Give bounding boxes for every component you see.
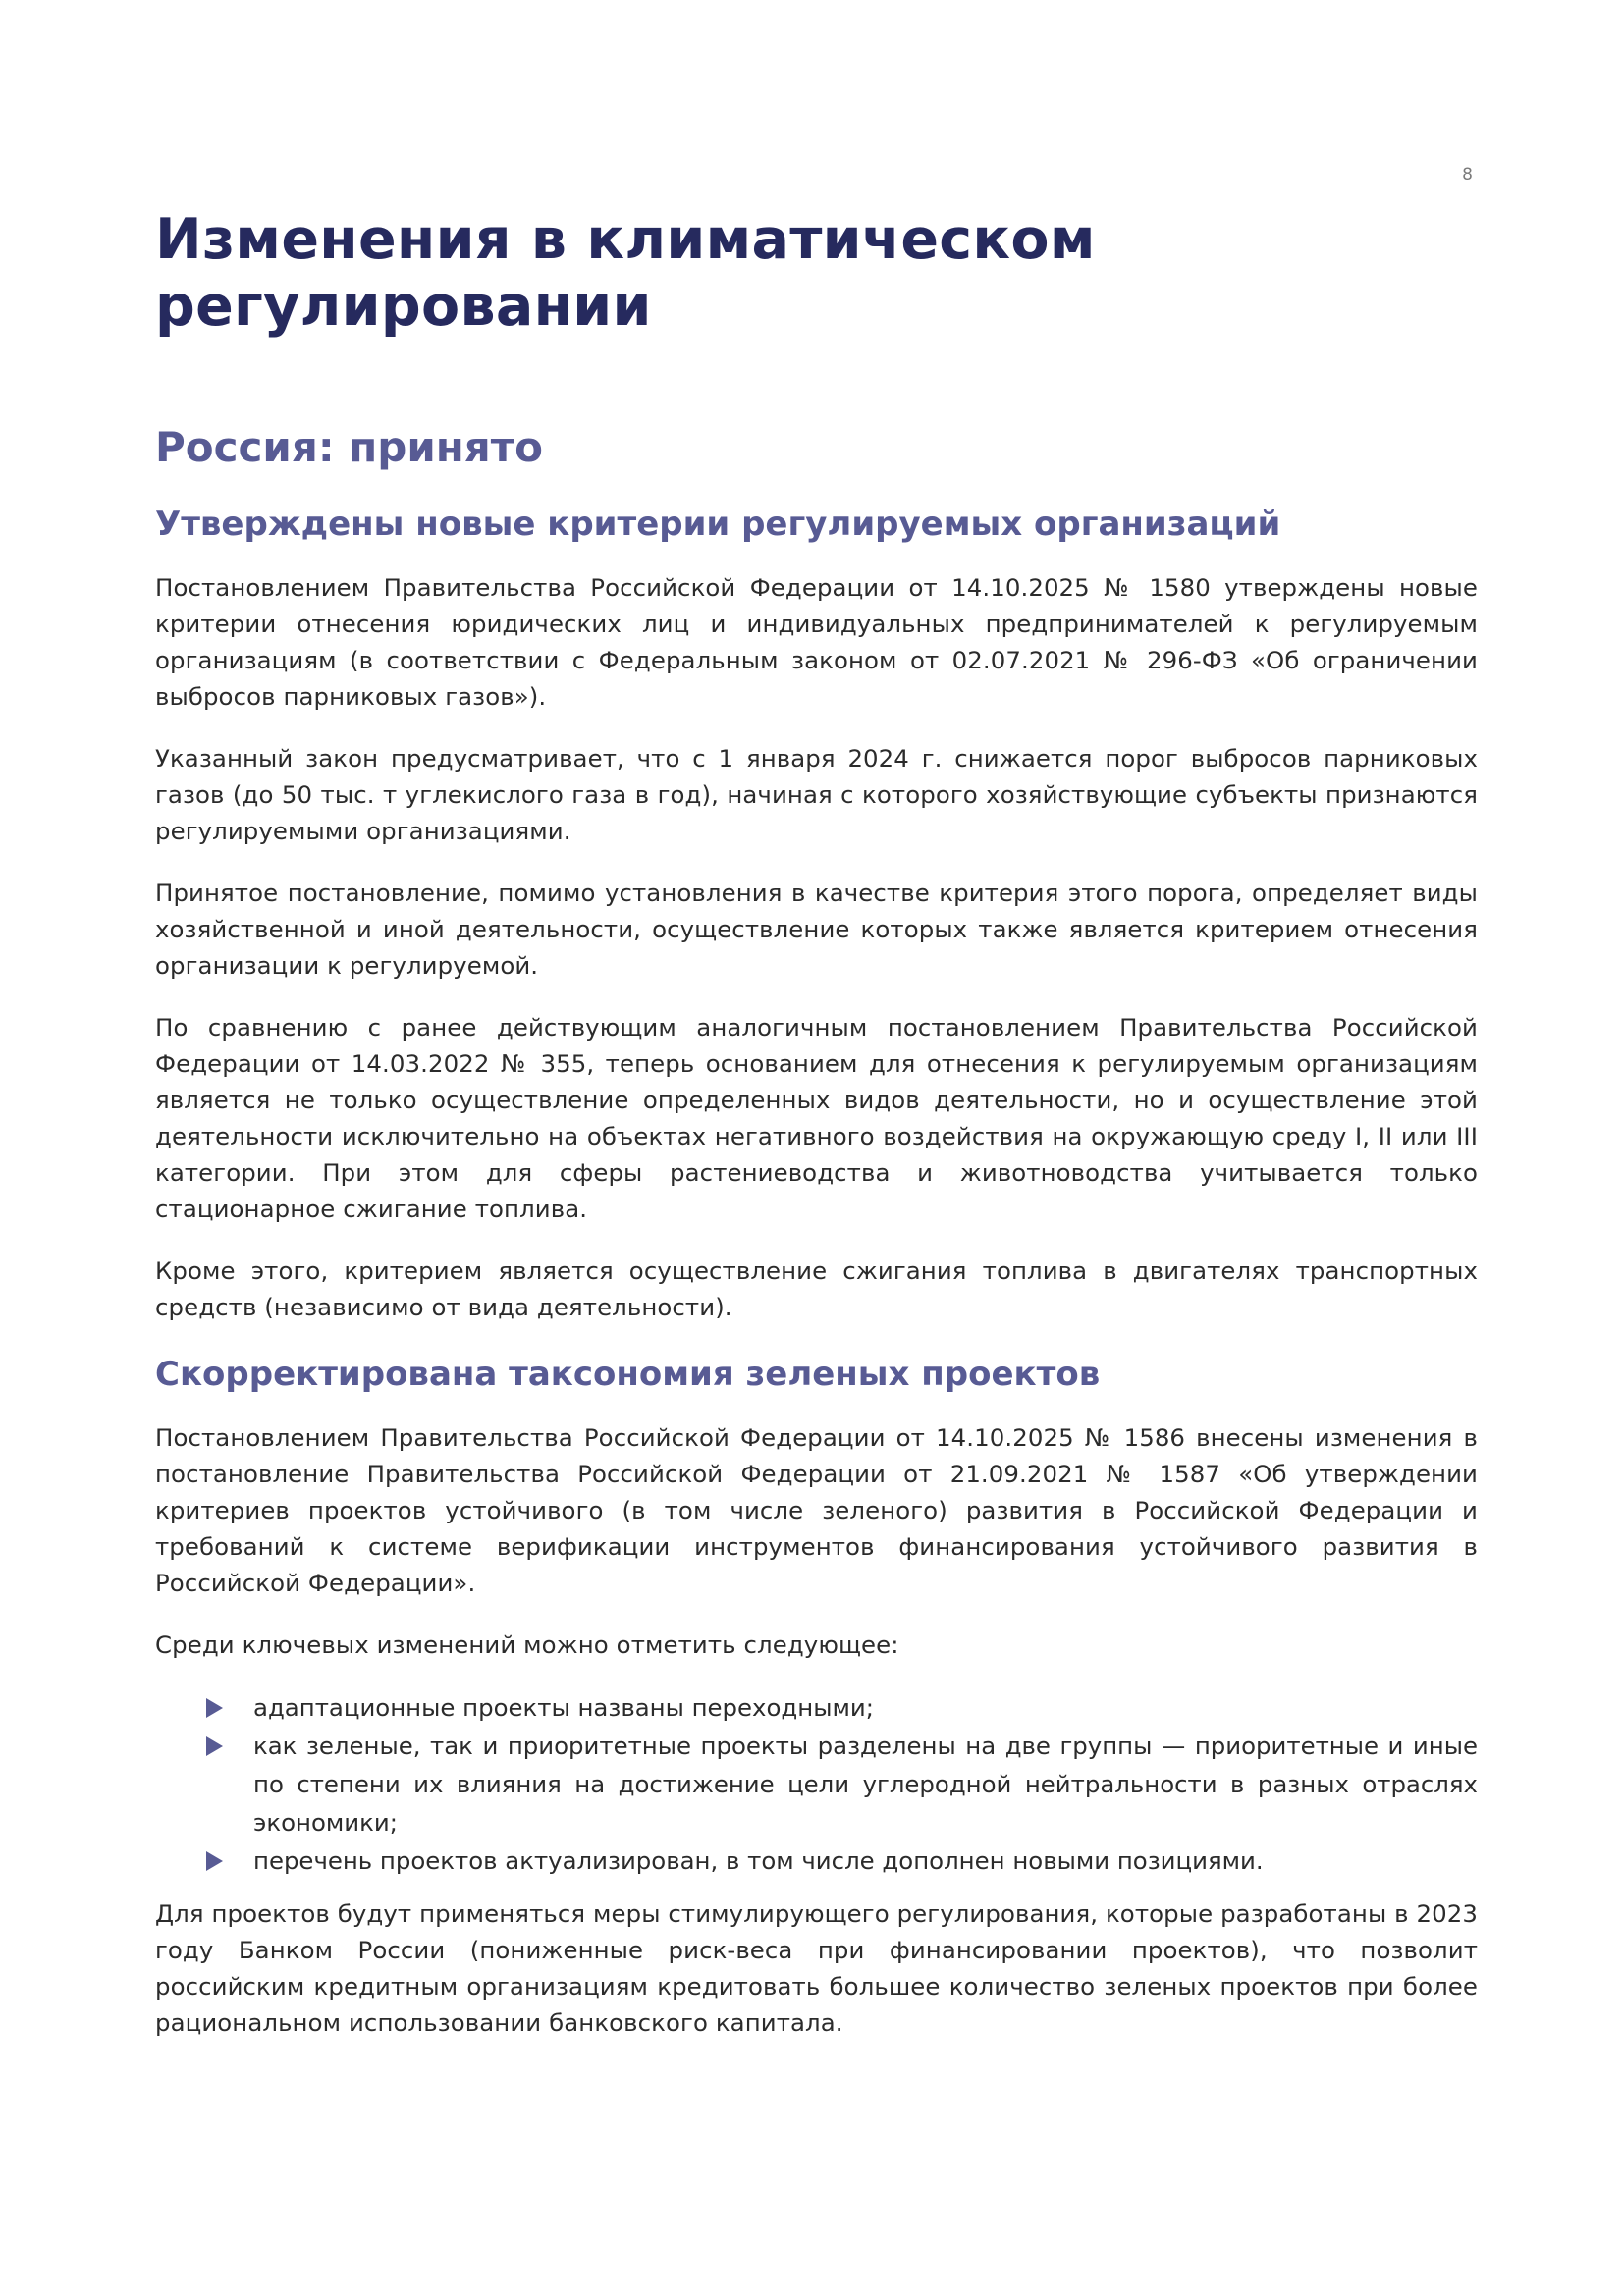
page-number: 8 xyxy=(1462,165,1473,185)
paragraph: Постановлением Правительства Российской Федерации от 14.10.2025 № 1580 утверждены новые критерии отнесения юридических лиц и индивидуальных предпринимателей к регулируемым организациям (в соответствии с Федеральным законом от 02.07.2021 № 296-ФЗ «Об ограничении выбросов парниковых газов»). xyxy=(155,573,1478,711)
triangle-bullet-icon xyxy=(206,1698,223,1718)
paragraph: По сравнению с ранее действующим аналогичным постановлением Правительства Российской Федерации от 14.03.2022 № 355, теперь основанием для отнесения к регулируемым организациям является не только осуществление определенных видов деятельности, но и осуществление этой деятельности исключительно на объектах негативного воздействия на окружающую среду I, II или III категории. При этом для сферы растениеводства и животноводства учитывается только стационарное сжигание топлива. xyxy=(155,1013,1478,1223)
paragraph: Указанный закон предусматривает, что с 1 января 2024 г. снижается порог выбросов парниковых газов (до 50 тыс. т углекислого газа в год), начиная с которого хозяйствующие субъекты признаются регулируемыми организациями. xyxy=(155,744,1478,845)
bullet-list xyxy=(155,1688,1478,1880)
paragraph: Для проектов будут применяться меры стимулирующего регулирования, которые разработаны в 2023 году Банком России (пониженные риск-веса при финансировании проектов), что позволит российским кредитным организациям кредитовать большее количество зеленых проектов при более рациональном использовании банковского капитала. xyxy=(155,1899,1478,2037)
triangle-bullet-icon xyxy=(206,1736,223,1756)
document-body xyxy=(155,206,1478,2041)
subsection-heading-criteria: Утверждены новые критерии регулируемых организаций xyxy=(155,505,1281,544)
paragraph: Принятое постановление, помимо установления в качестве критерия этого порога, определяет виды хозяйственной и иной деятельности, осуществление которых также является критерием отнесения организации к регулируемой. xyxy=(155,879,1478,980)
list-item-text: перечень проектов актуализирован, в том числе дополнен новыми позициями. xyxy=(253,1846,1264,1875)
list-item xyxy=(155,1727,1478,1842)
list-item xyxy=(155,1688,1478,1727)
list-item-text: как зеленые, так и приоритетные проекты разделены на две группы — приоритетные и иные по степени их влияния на достижение цели углеродной нейтральности в разных отраслях экономики; xyxy=(253,1732,1478,1837)
paragraph: Среди ключевых изменений можно отметить следующее: xyxy=(155,1630,899,1659)
section-heading: Россия: принято xyxy=(155,423,543,471)
paragraph: Постановлением Правительства Российской Федерации от 14.10.2025 № 1586 внесены изменения в постановление Правительства Российской Федерации от 21.09.2021 № 1587 «Об утверждении критериев проектов устойчивого (в том числе зеленого) развития в Российской Федерации и требований к системе верификации инструментов финансирования устойчивого развития в Российской Федерации». xyxy=(155,1423,1478,1597)
list-item-text: адаптационные проекты названы переходными; xyxy=(253,1693,874,1722)
page-title: Изменения в климатическом регулировании xyxy=(155,207,1096,339)
triangle-bullet-icon xyxy=(206,1851,223,1871)
paragraph: Кроме этого, критерием является осуществление сжигания топлива в двигателях транспортных средств (независимо от вида деятельности). xyxy=(155,1256,1478,1321)
list-item xyxy=(155,1842,1478,1880)
subsection-heading-taxonomy: Скорректирована таксономия зеленых проектов xyxy=(155,1355,1101,1394)
